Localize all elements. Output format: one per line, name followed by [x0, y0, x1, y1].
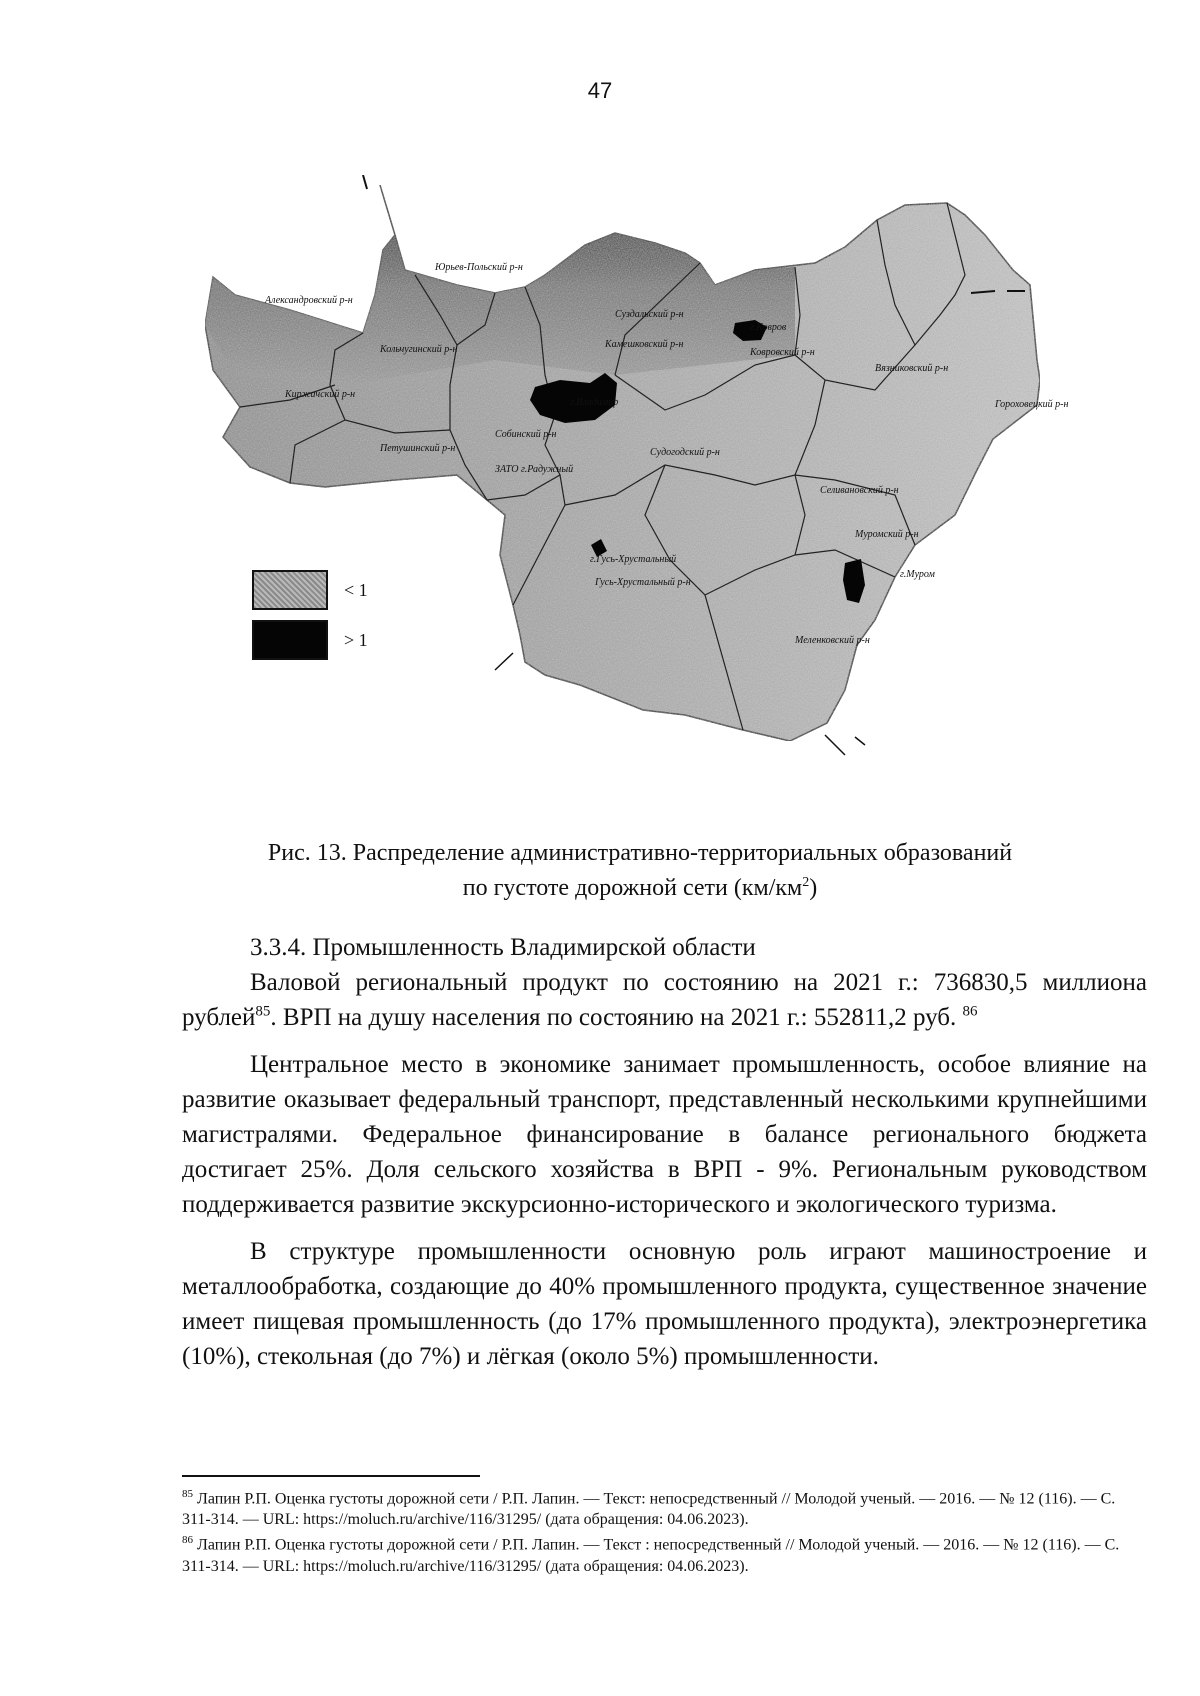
footnote-ref-86[interactable]: 86 — [962, 1003, 978, 1020]
paragraph-vrp — [182, 965, 1147, 1035]
caption-line-1: Рис. 13. Распределение административно-территориальных образований — [267, 840, 1013, 866]
footnote-number: 85 — [182, 1488, 193, 1500]
footnotes — [182, 1484, 1147, 1577]
region-label: Кольчугинский р-н — [380, 344, 458, 355]
region-label: Петушинский р-н — [380, 443, 456, 454]
region-label: ЗАТО г.Радужный — [495, 464, 574, 475]
paragraph-vrp-part1: Валовой региональный продукт по состоянию на 2021 г.: 736830,5 миллиона рублей — [182, 969, 1147, 1031]
body-text — [182, 930, 1147, 1374]
footnote-text: Лапин Р.П. Оценка густоты дорожной сети / Р.П. Лапин. — Текст : непосредственный // Молодой ученый. — 2016. — № 12 (116). — С. 311-314. — URL: https://moluch.ru/archive/116/31295/ (дата обращения: 04.06.2023). — [182, 1536, 1120, 1575]
region-label: Муромский р-н — [855, 529, 919, 540]
region-map-svg — [195, 175, 1155, 815]
region-label: Меленковский р-н — [795, 635, 870, 646]
paragraph-industry: В структуре промышленности основную роль играют машиностроение и металлообработка, создающие до 40% промышленного продукта, существенное значение имеет пищевая промышленность (до 17% промышленного продукта), электроэнергетика (10%), стекольная (до 7%) и лёгкая (около 5%) промышленности. — [182, 1238, 1147, 1370]
region-label: Вязниковский р-н — [875, 363, 949, 374]
region-label: г.Гусь-Хрустальный — [590, 554, 677, 565]
region-label: Киржачский р-н — [285, 389, 356, 400]
figure-caption — [180, 838, 1100, 903]
caption-superscript: 2 — [802, 875, 810, 890]
footnote-text: Лапин Р.П. Оценка густоты дорожной сети / Р.П. Лапин. — Текст: непосредственный // Молодой ученый. — 2016. — № 12 (116). — С. 311-314. — URL: https://moluch.ru/archive/116/31295/ (дата обращения: 04.06.2023). — [182, 1490, 1116, 1529]
caption-line-2-text: по густоте дорожной сети (км/км — [462, 875, 803, 901]
page-number: 47 — [587, 78, 613, 103]
region-label: Александровский р-н — [265, 295, 353, 306]
region-label: г.Муром — [900, 569, 935, 580]
region-label: г.Владимир — [570, 397, 619, 408]
paragraph-economy: Центральное место в экономике занимает промышленность, особое влияние на развитие оказывает федеральный транспорт, представленный несколькими крупнейшими магистралями. Федеральное финансирование в балансе регионального бюджета достигает 25%. Доля сельского хозяйства в ВРП - 9%. Региональным руководством поддерживается развитие экскурсионно-исторического и экологического туризма. — [182, 1051, 1147, 1218]
region-label: Суздальский р-н — [615, 309, 684, 320]
caption-line-2-end: ) — [809, 875, 818, 901]
paragraph-vrp-part2: . ВРП на душу населения по состоянию на 2021 г.: 552811,2 руб. — [270, 1004, 957, 1031]
region-label: Ковровский р-н — [750, 347, 815, 358]
footnote-number: 86 — [182, 1534, 193, 1547]
region-label: Селивановский р-н — [820, 485, 899, 496]
legend-label-high: > 1 — [344, 629, 368, 650]
caption-line-2 — [180, 868, 1100, 903]
legend-swatch-low — [252, 570, 328, 610]
legend-item-high — [252, 615, 432, 665]
region-label: Юрьев-Польский р-н — [435, 262, 523, 273]
footnote-ref-85[interactable]: 85 — [255, 1003, 271, 1020]
region-label: Судогодский р-н — [650, 447, 720, 458]
section-title: 3.3.4. Промышленность Владимирской области — [250, 934, 756, 961]
footnote-85 — [182, 1484, 1147, 1530]
region-label: Гусь-Хрустальный р-н — [595, 577, 691, 588]
region-label: г.Ковров — [750, 322, 787, 333]
region-label: Собинский р-н — [495, 429, 557, 440]
region-label: Камешковский р-н — [605, 339, 684, 350]
region-map — [195, 175, 1155, 815]
footnote-divider — [182, 1475, 480, 1477]
map-legend — [252, 565, 432, 675]
legend-swatch-high — [252, 620, 328, 660]
legend-label-low: < 1 — [344, 579, 368, 600]
legend-item-low — [252, 565, 432, 615]
footnote-86 — [182, 1530, 1147, 1576]
region-label: Гороховецкий р-н — [995, 399, 1069, 410]
